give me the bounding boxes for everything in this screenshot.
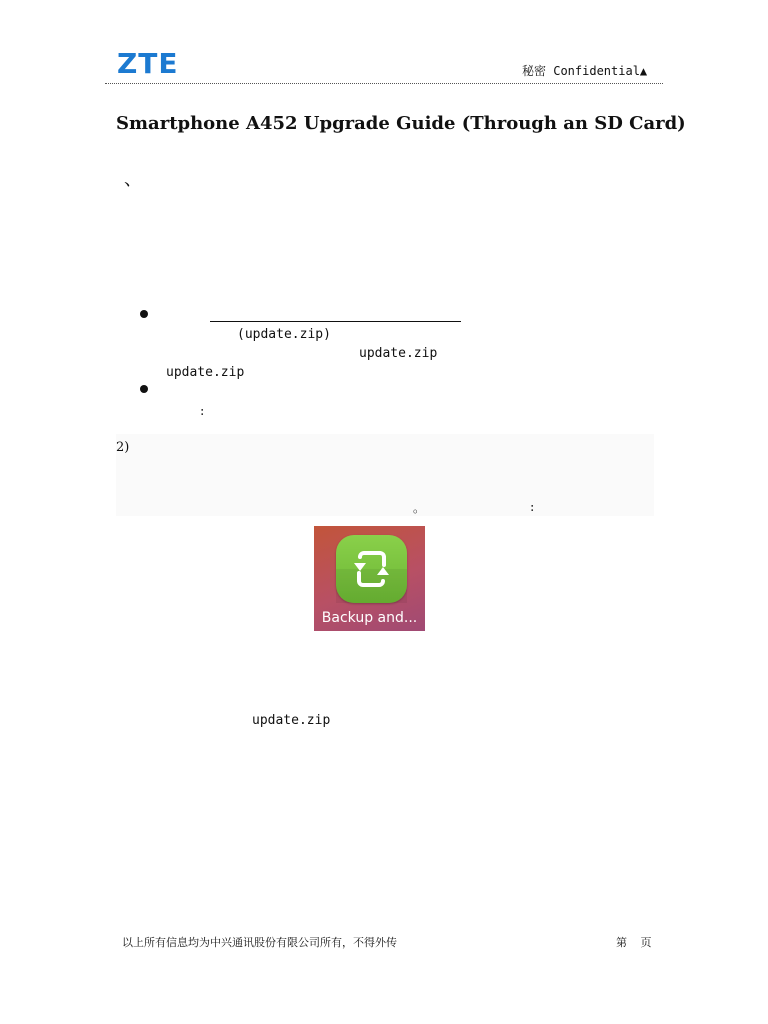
header-divider xyxy=(105,83,663,84)
step2-shaded-block xyxy=(116,434,654,516)
document-title: Smartphone A452 Upgrade Guide (Through an SD Card) xyxy=(116,113,686,134)
footer-page-number: 第 页 xyxy=(616,936,652,949)
download-link-underline[interactable] xyxy=(210,321,461,322)
zte-logo: ZTE xyxy=(117,47,179,80)
backup-app-screenshot xyxy=(314,526,425,631)
footer-copyright: 以上所有信息均为中兴通讯股份有限公司所有，不得外传 xyxy=(122,936,397,949)
step2-colon: : xyxy=(530,500,535,515)
bullet-point-1 xyxy=(140,310,148,318)
update-zip-text-2: update.zip xyxy=(359,346,438,361)
confidential-label: 秘密 Confidential▲ xyxy=(522,64,648,78)
backup-restore-icon xyxy=(336,535,407,603)
bullet2-colon: : xyxy=(200,404,205,419)
bullet-point-2 xyxy=(140,385,148,393)
update-zip-text-3: update.zip xyxy=(166,365,245,380)
step2-period: 。 xyxy=(413,501,426,515)
section-mark: 、 xyxy=(124,169,142,190)
app-label: Backup and... xyxy=(321,610,418,626)
update-zip-text-1: (update.zip) xyxy=(237,327,331,342)
update-zip-text-4: update.zip xyxy=(252,713,331,728)
step-number-2: 2) xyxy=(116,440,130,455)
